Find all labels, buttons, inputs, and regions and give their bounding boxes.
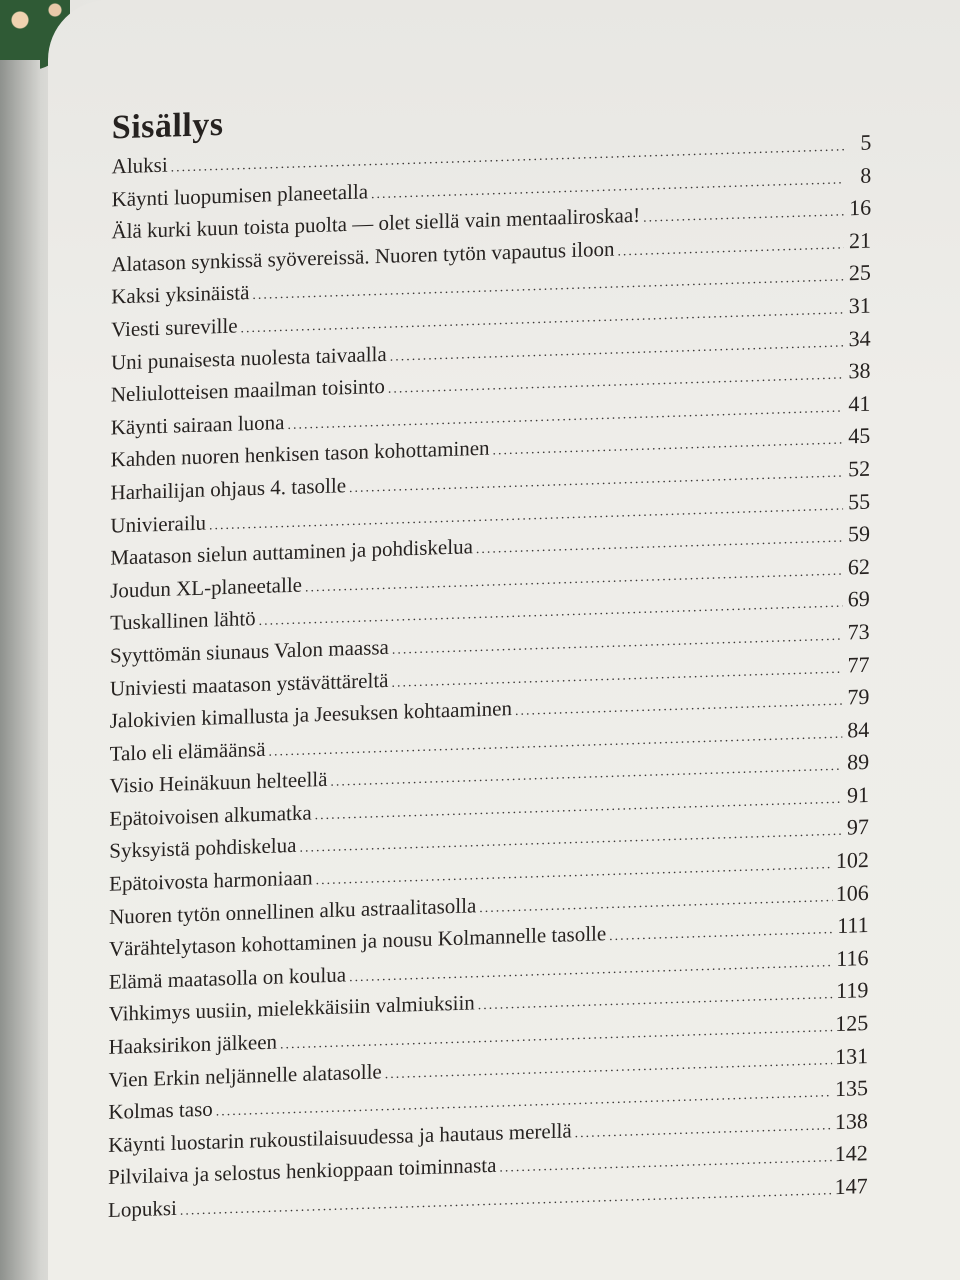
dot-leader (493, 433, 844, 460)
toc-entry-title: Kolmas taso (108, 1096, 213, 1125)
toc-entry-page: 119 (836, 977, 869, 1004)
toc-entry-page: 89 (847, 749, 870, 775)
toc-entry-title: Talo eli elämäänsä (109, 736, 266, 766)
toc-entry-page: 138 (834, 1107, 868, 1134)
dot-leader (643, 205, 844, 227)
dot-leader (478, 988, 833, 1015)
toc-entry-page: 55 (848, 488, 871, 514)
previous-page-edge (0, 60, 40, 1280)
toc-entry-title: Pilvilaiva ja selostus henkioppaan toiminnasta (108, 1153, 497, 1190)
table-of-contents (108, 85, 872, 1229)
toc-entry-page: 5 (860, 129, 872, 155)
toc-entry-title: Jalokivien kimallusta ja Jeesuksen kohtaaminen (109, 696, 513, 733)
toc-entry-title: Käynti luostarin rukoustilaisuudessa ja hautaus merellä (108, 1118, 572, 1157)
toc-entry-page: 84 (847, 716, 870, 743)
toc-entry-page: 25 (848, 259, 871, 286)
toc-entry-title: Joudun XL-planeetalle (110, 572, 303, 603)
toc-entry-title: Epätoivosta harmoniaan (109, 865, 313, 896)
toc-entry-title: Vihkimys uusiin, mielekkäisiin valmiuksiin (108, 990, 475, 1027)
toc-entry-page: 116 (836, 944, 869, 971)
toc-entry-page: 69 (847, 586, 870, 612)
toc-entry-page: 31 (848, 292, 871, 319)
toc-entry-title: Neliulotteisen maailman toisinto (110, 374, 385, 407)
toc-entry-title: Nuoren tytön onnellinen alku astraalitasolla (109, 892, 477, 929)
toc-entry-title: Elämä maatasolla on koulua (108, 962, 347, 994)
dot-leader (499, 1151, 831, 1177)
toc-entry-page: 135 (835, 1075, 869, 1102)
toc-entry-page: 41 (848, 390, 871, 417)
toc-entry-page: 131 (835, 1042, 869, 1069)
dot-leader (609, 922, 834, 945)
toc-entry-page: 52 (848, 455, 871, 482)
toc-list (108, 129, 871, 1229)
toc-entry-title: Univierailu (110, 510, 207, 538)
toc-entry-page: 73 (847, 618, 870, 645)
toc-entry-page: 79 (847, 683, 870, 710)
dot-leader (617, 237, 844, 260)
toc-entry-title: Visio Heinäkuun helteellä (109, 767, 328, 799)
toc-entry-page: 91 (847, 781, 870, 808)
toc-entry-title: Syyttömän siunaus Valon maassa (109, 634, 389, 668)
toc-entry-title: Kaksi yksinäistä (111, 280, 250, 309)
toc-entry-title: Epätoivoisen alkumatka (109, 800, 312, 831)
dot-leader (515, 694, 842, 720)
dot-leader (575, 1118, 832, 1142)
toc-entry-page: 142 (834, 1140, 868, 1167)
toc-entry-title: Haaksirikon jälkeen (108, 1029, 278, 1059)
dot-leader (479, 890, 832, 917)
toc-entry-title: Univiesti maatason ystävättäreltä (109, 667, 389, 701)
toc-heading: Sisällys (111, 105, 224, 147)
toc-entry-title: Alatason synkissä syövereissä. Nuoren tytön vapautus iloon (111, 236, 615, 277)
toc-entry-page: 106 (835, 879, 869, 906)
toc-entry-page: 16 (849, 194, 872, 221)
toc-entry-title: Vien Erkin neljännelle alatasolle (108, 1058, 382, 1092)
toc-entry-title: Maatason sielun auttaminen ja pohdiskelua (110, 534, 473, 570)
toc-entry-page: 45 (848, 422, 871, 449)
toc-entry-page: 34 (848, 325, 871, 351)
toc-entry-title: Älä kurki kuun toista puolta — olet siellä vain mentaaliroskaa! (111, 202, 641, 244)
toc-entry-title: Käynti sairaan luona (110, 409, 285, 440)
toc-entry-title: Syksyistä pohdiskelua (109, 833, 297, 864)
toc-entry-title: Uni punaisesta nuolesta taivaalla (110, 341, 387, 375)
toc-entry-page: 59 (847, 520, 871, 547)
toc-entry-page: 62 (847, 553, 870, 580)
toc-entry-page: 102 (835, 846, 869, 874)
toc-entry-page: 125 (835, 1010, 869, 1037)
toc-entry-title: Kahden nuoren henkisen tason kohottaminen (110, 435, 490, 472)
toc-entry-title: Käynti luopumisen planeetalla (111, 178, 369, 211)
toc-entry-title: Lopuksi (108, 1195, 177, 1222)
toc-entry-page: 97 (846, 814, 869, 841)
toc-entry-page: 38 (848, 357, 871, 384)
toc-entry-page: 8 (860, 162, 872, 188)
toc-entry-page: 21 (848, 227, 872, 254)
toc-entry-page: 77 (847, 651, 870, 677)
toc-entry-title: Viesti sureville (111, 313, 238, 342)
toc-entry-title: Aluksi (111, 152, 168, 179)
toc-entry-title: Harhailijan ohjaus 4. tasolle (110, 473, 347, 505)
toc-entry-page: 147 (834, 1173, 868, 1200)
toc-entry-page: 111 (837, 912, 869, 939)
toc-entry-title: Värähtelytason kohottaminen ja nousu Kolmannelle tasolle (108, 921, 607, 962)
toc-entry-title: Tuskallinen lähtö (110, 606, 256, 635)
dot-leader (476, 531, 843, 559)
